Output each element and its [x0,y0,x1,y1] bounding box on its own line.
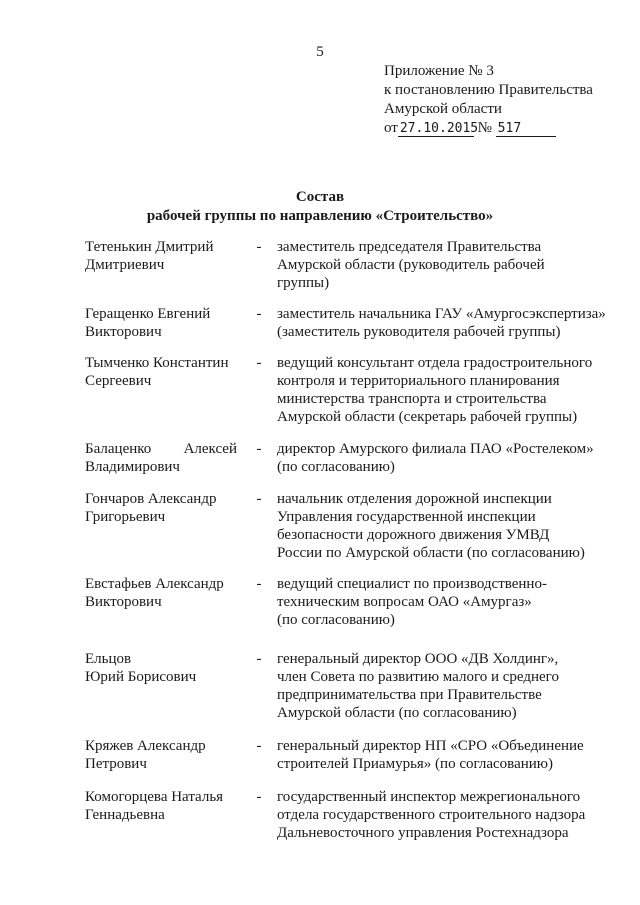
separator-dash: - [256,738,262,754]
role-line: Амурской области (по согласованию) [277,705,517,721]
member-role [277,490,609,562]
title-line-2: рабочей группы по направлению «Строительство» [146,208,494,224]
role-line: член Совета по развитию малого и среднего [277,669,559,685]
member-surname: Гончаров Александр [85,491,217,507]
separator-dash: - [256,441,262,457]
role-line: генеральный директор ООО «ДВ Холдинг», [277,651,559,667]
member-name [85,788,237,824]
title-line-1: Состав [295,189,345,205]
member-patronymic: Петрович [85,756,147,772]
role-line: строителей Приамурья» (по согласованию) [277,756,553,772]
appendix-header [384,62,593,138]
role-line: ведущий специалист по производственно- [277,576,547,592]
role-line: отдела государственного строительного надзора [277,807,586,823]
member-surname: Кряжев Александр [85,738,206,754]
separator-dash: - [256,789,262,805]
member-name [85,354,237,390]
page-number: 5 [316,44,324,60]
member-role [277,737,609,773]
number-prefix: № [477,120,492,136]
separator-dash: - [256,355,262,371]
member-surname: Геращенко Евгений [85,306,211,322]
role-line: (заместитель руководителя рабочей группы) [277,324,561,340]
appendix-line-3: Амурской области [384,101,502,117]
member-patronymic: Геннадьевна [85,807,165,823]
member-role [277,788,609,842]
member-role [277,305,609,341]
role-line: Амурской области (руководитель рабочей [277,257,545,273]
member-role [277,238,609,292]
role-line: ведущий консультант отдела градостроительного [277,355,593,371]
role-line: генеральный директор НП «СРО «Объединение [277,738,584,754]
role-line: техническим вопросам ОАО «Амургаз» [277,594,532,610]
member-role [277,650,609,722]
member-surname: Тетенькин Дмитрий [85,239,214,255]
decree-date: 27.10.2015 [399,121,479,136]
role-line: (по согласованию) [277,459,395,475]
member-name [85,238,237,274]
role-line: директор Амурского филиала ПАО «Ростелеком» [277,441,594,457]
member-surname: Комогорцева Наталья [85,789,224,805]
member-patronymic: Дмитриевич [85,257,165,273]
member-name [85,490,237,526]
member-surname [85,440,237,458]
role-line: заместитель начальника ГАУ «Амургосэкспертиза» [277,306,606,322]
member-surname-part: Балаценко [85,441,152,457]
appendix-line-1: Приложение № 3 [384,63,494,79]
member-patronymic: Владимирович [85,459,180,475]
role-line: предпринимательства при Правительстве [277,687,542,703]
member-firstname-part: Алексей [183,441,237,457]
member-name [85,305,237,341]
member-name [85,575,237,611]
role-line: России по Амурской области (по согласованию) [277,545,585,561]
appendix-date-line [384,119,593,138]
separator-dash: - [256,239,262,255]
member-surname: Ельцов [85,651,132,667]
member-name [85,440,237,476]
role-line: безопасности дорожного движения УМВД [277,527,550,543]
role-line: Амурской области (секретарь рабочей группы) [277,409,578,425]
role-line: группы) [277,275,330,291]
member-role [277,440,609,476]
member-patronymic: Юрий Борисович [85,669,197,685]
member-surname: Тымченко Константин [85,355,229,371]
role-line: министерства транспорта и строительства [277,391,547,407]
member-patronymic: Викторович [85,324,162,340]
member-patronymic: Викторович [85,594,162,610]
separator-dash: - [256,651,262,667]
member-name [85,650,237,686]
role-line: начальник отделения дорожной инспекции [277,491,552,507]
member-role [277,575,609,629]
role-line: заместитель председателя Правительства [277,239,542,255]
member-role [277,354,609,426]
member-surname: Евстафьев Александр [85,576,224,592]
document-title [0,188,640,226]
member-patronymic: Сергеевич [85,373,152,389]
role-line: Управления государственной инспекции [277,509,536,525]
role-line: контроля и территориального планирования [277,373,560,389]
role-line: государственный инспектор межрегионального [277,789,581,805]
decree-number: 517 [496,121,556,137]
appendix-line-2: к постановлению Правительства [384,82,593,98]
member-patronymic: Григорьевич [85,509,166,525]
separator-dash: - [256,306,262,322]
separator-dash: - [256,576,262,592]
role-line: (по согласованию) [277,612,395,628]
separator-dash: - [256,491,262,507]
date-prefix: от [384,120,398,136]
role-line: Дальневосточного управления Ростехнадзора [277,825,569,841]
member-name [85,737,237,773]
